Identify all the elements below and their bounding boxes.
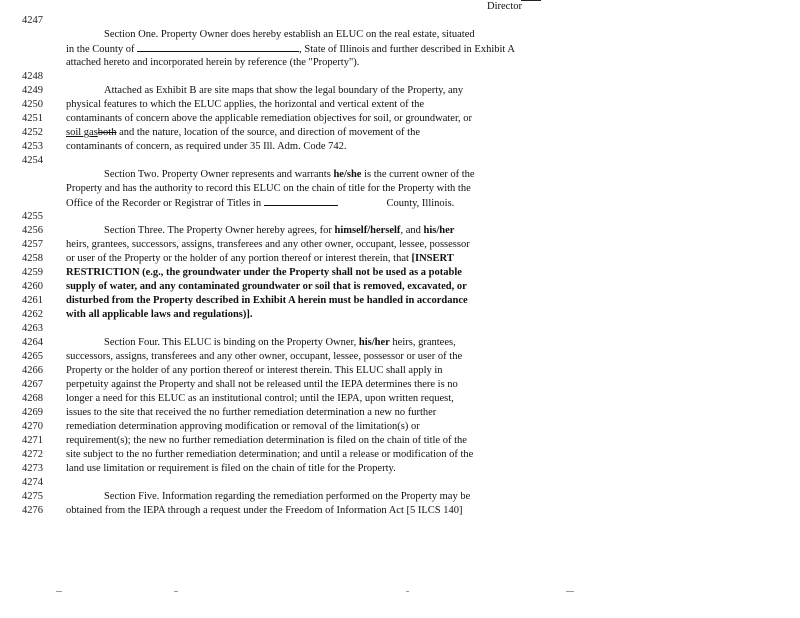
footer-mark — [406, 591, 409, 592]
section-one-line-2 — [66, 42, 515, 57]
himself-herself-text: himself/herself — [334, 225, 401, 236]
section-one-line-1: Section One. Property Owner does hereby establish an ELUC on the real estate, situated — [104, 29, 475, 40]
line-number: 4248 — [22, 71, 43, 82]
restriction-bold-1: RESTRICTION (e.g., the groundwater under the Property shall not be used as a potable — [66, 267, 462, 278]
line-number: 4255 — [22, 211, 43, 222]
insert-text: [INSERT — [411, 253, 454, 264]
line-number: 4249 — [22, 85, 43, 96]
restriction-line-4 — [66, 308, 253, 322]
footer-mark — [56, 591, 62, 592]
restriction-bold-4: with all applicable laws and regulations)]. — [66, 309, 253, 320]
section-four-line-4: perpetuity against the Property and shall not be released until the IEPA determines there is no — [66, 379, 458, 390]
line-number: 4269 — [22, 407, 43, 418]
exhibit-b-line-5: contaminants of concern, as required under 35 Ill. Adm. Code 742. — [66, 141, 347, 152]
exhibit-b-line-4-rest: and the nature, location of the source, and direction of movement of the — [116, 127, 420, 138]
section-four-text: Section Four. This ELUC is binding on the Property Owner, — [104, 337, 359, 348]
county-blank-field[interactable] — [137, 42, 299, 52]
restriction-bold-3: disturbed from the Property described in Exhibit A herein must be handled in accordance — [66, 295, 468, 306]
section-five-line-2: obtained from the IEPA through a request under the Freedom of Information Act [5 ILCS 140] — [66, 505, 463, 516]
section-two-line-3 — [66, 196, 454, 211]
exhibit-b-line-2: physical features to which the ELUC applies, the horizontal and vertical extent of the — [66, 99, 425, 110]
section-two-text: Section Two. Property Owner represents and warrants — [104, 169, 334, 180]
line-number: 4260 — [22, 281, 43, 292]
section-two-line-1 — [66, 168, 475, 182]
line-number: 4252 — [22, 127, 43, 138]
section-four-line-7: remediation determination approving modification or removal of the limitation(s) or — [66, 421, 420, 432]
header-director: Director — [487, 1, 522, 12]
section-four-line-8: requirement(s); the new no further remediation determination is filed on the chain of title of the — [66, 435, 467, 446]
county-illinois-text: County, Illinois. — [386, 198, 455, 209]
his-her-text: his/her — [423, 225, 455, 236]
section-four-line-2: successors, assigns, transferees and any other owner, occupant, lessee, possessor or user of the — [66, 351, 463, 362]
footer-mark — [566, 591, 574, 592]
header-rule — [521, 0, 541, 1]
section-two-line-2: Property and has the authority to record this ELUC on the chain of title for the Property with the — [66, 183, 471, 194]
line-number: 4268 — [22, 393, 43, 404]
he-she-text: he/she — [333, 169, 362, 180]
line-number: 4271 — [22, 435, 43, 446]
restriction-bold-2: supply of water, and any contaminated groundwater or soil that is removed, excavated, or — [66, 281, 467, 292]
section-three-line-3 — [66, 252, 454, 266]
line-number: 4267 — [22, 379, 43, 390]
line-number: 4254 — [22, 155, 43, 166]
line-number: 4251 — [22, 113, 43, 124]
line-number: 4265 — [22, 351, 43, 362]
line-number: 4259 — [22, 267, 43, 278]
recorder-text: Office of the Recorder or Registrar of Titles in — [66, 198, 262, 209]
restriction-line-1 — [66, 266, 462, 280]
footer-mark — [174, 591, 178, 592]
line-number: 4263 — [22, 323, 43, 334]
section-three-line-2: heirs, grantees, successors, assigns, transferees and any other owner, occupant, lessee, possessor — [66, 239, 470, 250]
line-number: 4257 — [22, 239, 43, 250]
line-number: 4250 — [22, 99, 43, 110]
section-four-line-3: Property or the holder of any portion thereof or interest therein. This ELUC shall apply in — [66, 365, 443, 376]
section-one-line-3: attached hereto and incorporated herein by reference (the "Property"). — [66, 57, 360, 68]
comma-and-text: , and — [400, 225, 424, 236]
state-text: , State of Illinois and further described in Exhibit A — [299, 44, 515, 55]
heirs-text: heirs, grantees, — [389, 337, 456, 348]
exhibit-b-line-1: Attached as Exhibit B are site maps that show the legal boundary of the Property, any — [104, 85, 464, 96]
recorder-county-blank-field[interactable] — [264, 196, 338, 206]
line-number: 4276 — [22, 505, 43, 516]
line-number: 4256 — [22, 225, 43, 236]
section-four-line-1 — [66, 336, 456, 350]
his-her-text-2: his/her — [358, 337, 390, 348]
section-three-line-1 — [66, 224, 454, 238]
line-number: 4247 — [22, 15, 43, 26]
both-struck-text: both — [97, 127, 117, 138]
county-label: in the County of — [66, 44, 135, 55]
section-three-line-3-text: or user of the Property or the holder of any portion thereof or interest therein, that — [66, 253, 412, 264]
soil-gas-text: soil gas — [66, 127, 98, 138]
line-number: 4270 — [22, 421, 43, 432]
line-number: 4264 — [22, 337, 43, 348]
line-number: 4261 — [22, 295, 43, 306]
exhibit-b-line-4 — [66, 126, 420, 140]
line-number: 4275 — [22, 491, 43, 502]
line-number: 4274 — [22, 477, 43, 488]
section-four-line-10: land use limitation or requirement is filed on the chain of title for the Property. — [66, 463, 396, 474]
section-five-line-1: Section Five. Information regarding the remediation performed on the Property may be — [104, 491, 471, 502]
line-number: 4272 — [22, 449, 43, 460]
section-four-line-6: issues to the site that received the no further remediation determination a new no further — [66, 407, 437, 418]
line-number: 4273 — [22, 463, 43, 474]
exhibit-b-line-3: contaminants of concern above the applicable remediation objectives for soil, or groundwater, or — [66, 113, 473, 124]
line-number: 4266 — [22, 365, 43, 376]
line-number: 4262 — [22, 309, 43, 320]
restriction-line-2 — [66, 280, 467, 294]
section-three-text: Section Three. The Property Owner hereby agrees, for — [104, 225, 335, 236]
restriction-line-3 — [66, 294, 468, 308]
line-number: 4253 — [22, 141, 43, 152]
section-four-line-5: longer a need for this ELUC as an institutional control; until the IEPA, upon written request, — [66, 393, 454, 404]
section-four-line-9: site subject to the no further remediation determination; and until a release or modification of the — [66, 449, 474, 460]
line-number: 4258 — [22, 253, 43, 264]
section-two-text-rest: is the current owner of the — [361, 169, 475, 180]
